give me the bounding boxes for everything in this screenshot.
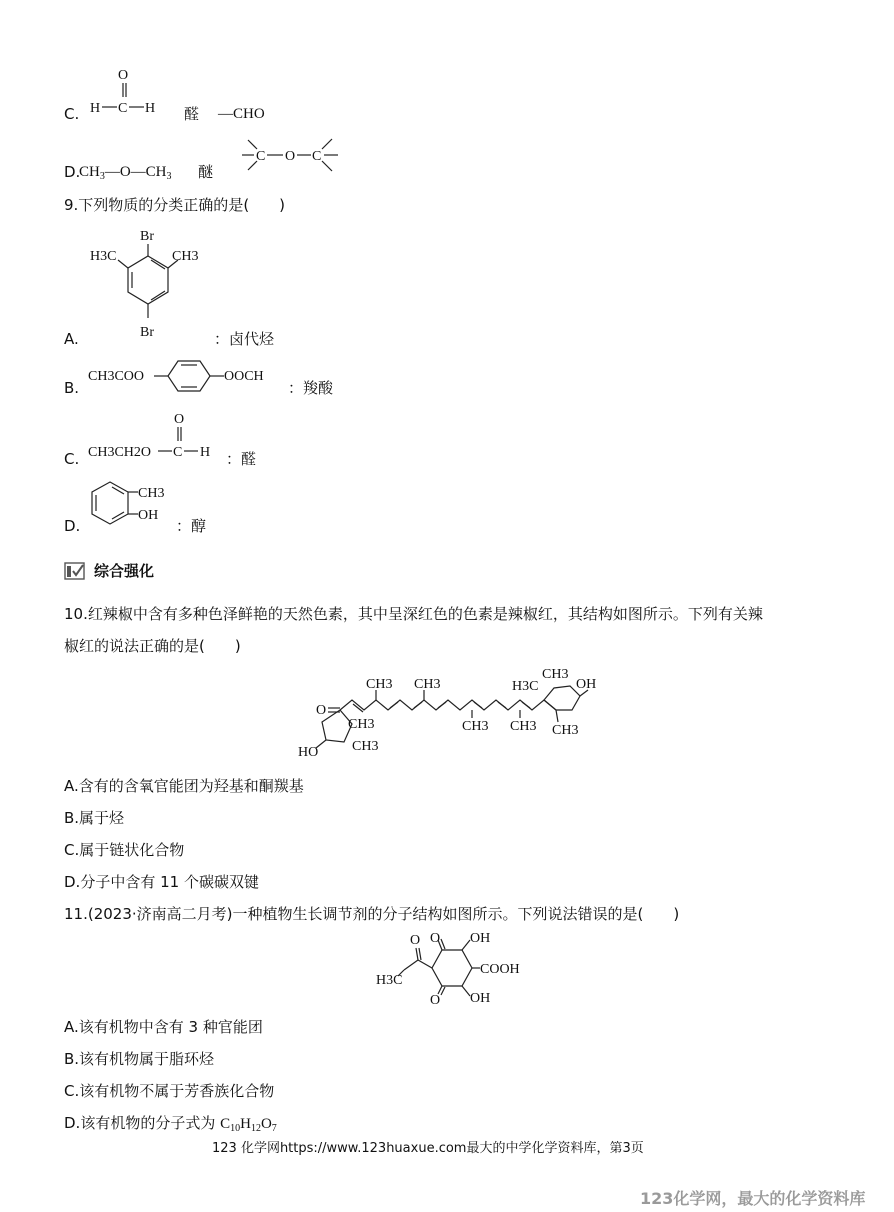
page-footer: 123 化学网https://www.123huaxue.com最大的中学化学资料库，第3页 xyxy=(212,1141,644,1156)
q11-regulator-structure xyxy=(374,928,534,1012)
atom-br: Br xyxy=(140,325,154,340)
q10-stem-line1: 10.红辣椒中含有多种色泽鲜艳的天然色素，其中呈深红色的色素是辣椒红，其结构如图所示。下列有关辣 xyxy=(64,605,763,623)
q9-option-b-label: B. xyxy=(64,379,80,397)
atom-c: C xyxy=(312,149,322,164)
formyloxy-group: OOCH xyxy=(224,369,264,384)
q10-option-a: A.含有的含氧官能团为羟基和酮羰基 xyxy=(64,777,304,795)
atom-c: C xyxy=(173,445,183,460)
q8-option-c-label: C. xyxy=(64,105,80,123)
q10-capsanthin-structure xyxy=(296,664,606,764)
hydroxyl-group: OH xyxy=(138,508,159,523)
q9-option-b-structure xyxy=(88,356,288,396)
q8-option-d-label: D. xyxy=(64,163,81,181)
q9-option-d-label: D. xyxy=(64,517,81,535)
q10-stem-line2: 椒红的说法正确的是( ) xyxy=(64,637,241,655)
atom-o: O xyxy=(316,703,327,718)
atom-h: H xyxy=(90,101,101,116)
section-title: 综合强化 xyxy=(94,562,155,580)
atom-h: H xyxy=(145,101,156,116)
q9-option-b-class: ：羧酸 xyxy=(288,379,334,397)
methyl-h3c: H3C xyxy=(376,973,403,988)
q9-option-a-structure xyxy=(88,224,208,344)
q9-option-c-structure xyxy=(88,408,228,464)
q11-option-c: C.该有机物不属于芳香族化合物 xyxy=(64,1082,275,1100)
q10-option-b: B.属于烃 xyxy=(64,809,125,827)
methyl-right: CH3 xyxy=(172,249,199,264)
methyl: CH3 xyxy=(462,719,489,734)
hydroxyl-top: OH xyxy=(470,931,491,946)
molecular-formula: $C_{10}H_{12}O_7$ xyxy=(220,1116,277,1134)
hydroxyl-left: HO xyxy=(298,745,319,760)
methyl-left: H3C xyxy=(90,249,117,264)
methyl-group: CH3 xyxy=(138,486,165,501)
carboxyl-group: COOH xyxy=(480,962,520,977)
q8-option-d-group-structure xyxy=(240,134,344,178)
q10-option-d: D.分子中含有 11 个碳碳双键 xyxy=(64,873,259,891)
q9-stem: 9.下列物质的分类正确的是( ) xyxy=(64,196,286,214)
q9-option-c-class: ：醛 xyxy=(226,450,257,468)
atom-o: O xyxy=(285,149,296,164)
ethoxy-group: CH3CH2O xyxy=(88,445,152,460)
q9-option-d-structure xyxy=(86,478,176,532)
atom-c: C xyxy=(256,149,266,164)
atom-c: C xyxy=(118,101,128,116)
watermark: 123化学网，最大的化学资料库 xyxy=(640,1189,866,1208)
acyl-o: O xyxy=(410,933,421,948)
methyl: CH3 xyxy=(510,719,537,734)
q8-option-c-class: 醛 xyxy=(184,105,200,123)
ketone-o-bottom: O xyxy=(430,993,441,1008)
q9-option-a-label: A. xyxy=(64,330,79,348)
q11-option-a: A.该有机物中含有 3 种官能团 xyxy=(64,1018,263,1036)
acetoxy-group: CH3COO xyxy=(88,369,145,384)
q11-option-b: B.该有机物属于脂环烃 xyxy=(64,1050,215,1068)
methyl: CH3 xyxy=(366,677,393,692)
methyl: CH3 xyxy=(348,717,375,732)
checklist-icon xyxy=(64,562,86,580)
hydroxyl-bottom: OH xyxy=(470,991,491,1006)
methyl: CH3 xyxy=(542,667,569,682)
q9-option-c-label: C. xyxy=(64,450,80,468)
atom-o: O xyxy=(174,412,185,427)
methyl: CH3 xyxy=(352,739,379,754)
q9-option-a-class: ：卤代烃 xyxy=(214,330,275,348)
q8-option-d-formula: $CH_3—O—CH_3$ xyxy=(79,164,172,182)
q11-option-d: D.该有机物的分子式为 $C_{10}H_{12}O_7$ xyxy=(64,1114,277,1134)
atom-h: H xyxy=(200,445,211,460)
q10-option-c: C.属于链状化合物 xyxy=(64,841,185,859)
q9-option-d-class: ：醇 xyxy=(176,517,207,535)
atom-o: O xyxy=(118,68,129,83)
hydroxyl-right: OH xyxy=(576,677,597,692)
methyl-h3c: H3C xyxy=(512,679,539,694)
methyl: CH3 xyxy=(552,723,579,738)
q11-stem: 11.(2023·济南高二月考)一种植物生长调节剂的分子结构如图所示。下列说法错误的是( ) xyxy=(64,905,680,923)
q8-option-c-group: —CHO xyxy=(218,106,265,122)
q8-option-d-class: 醚 xyxy=(198,163,214,181)
atom-br: Br xyxy=(140,229,154,244)
ketone-o-top: O xyxy=(430,931,441,946)
methyl: CH3 xyxy=(414,677,441,692)
q8-option-c-structure xyxy=(86,64,166,124)
